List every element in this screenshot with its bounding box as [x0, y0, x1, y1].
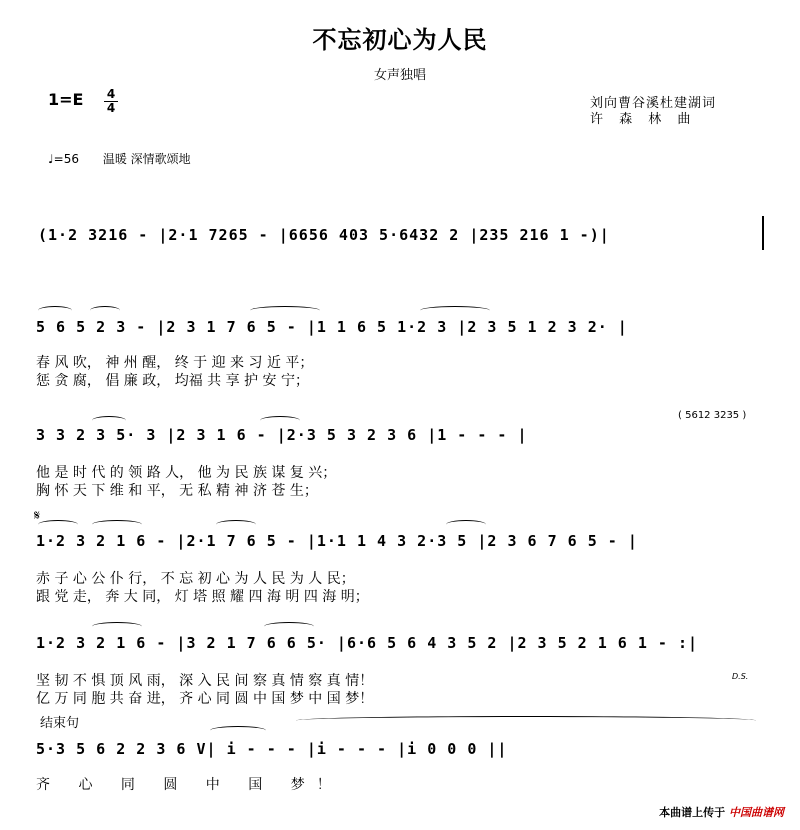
slur	[38, 520, 78, 529]
credits	[590, 96, 716, 128]
slur	[38, 306, 72, 315]
system-2-lyric-2: 惩 贪 腐， 倡 廉 政， 均福 共 享 护 安 宁；	[36, 373, 309, 389]
footer	[659, 804, 784, 820]
ds-mark: D.S.	[732, 672, 749, 681]
tempo-mark: ♩=56	[48, 152, 79, 166]
system-1-end-barline	[762, 216, 764, 250]
slur	[420, 306, 490, 315]
slur	[250, 306, 320, 315]
score-subtitle: 女声独唱	[373, 68, 426, 83]
long-tie	[296, 716, 756, 725]
site-logo[interactable]: 中国曲谱网	[729, 806, 784, 819]
system-6-notes: 5·3 5 6 2 2 3 6 V| i - - - |i - - - |i 0 0 0 ||	[36, 740, 508, 758]
footer-text: 本曲谱上传于	[659, 806, 726, 819]
tempo-marking	[48, 150, 191, 167]
slur	[92, 520, 142, 529]
system-3-lyric-1: 他 是 时 代 的 领 路 人， 他 为 民 族 谋 复 兴；	[36, 465, 337, 481]
system-5-notes: 1·2 3 2 1 6 - |3 2 1 7 6 6 5· |6·6 5 6 4 3 5 2 |2 3 5 2 1 6 1 - :|	[36, 634, 699, 652]
slur	[90, 306, 120, 315]
segno-icon: 𝄋	[34, 508, 41, 524]
system-5-lyric-2: 亿 万 同 胞 共 奋 进， 齐 心 同 圆 中 国 梦 中 国 梦！	[36, 691, 374, 707]
system-4-lyric-2: 跟 党 走， 奔 大 同， 灯 塔 照 耀 四 海 明 四 海 明；	[36, 589, 369, 605]
score-title: 不忘初心为人民	[312, 25, 488, 54]
expression-mark: 温暖 深情歌颂地	[102, 152, 191, 166]
lyricist: 刘向曹谷溪杜建湖词	[590, 96, 717, 111]
intro-parenthetical-text: 5612 3235	[685, 410, 740, 421]
slur	[264, 622, 314, 631]
system-2-notes: 5 6 5 2 3 - |2 3 1 7 6 5 - |1 1 6 5 1·2 3 |2 3 5 1 2 3 2· |	[36, 318, 628, 336]
time-signature	[104, 88, 118, 115]
system-6-lyric-1: 齐 心 同 圆 中 国 梦！	[36, 777, 343, 793]
system-4-lyric-1: 赤 子 心 公 仆 行， 不 忘 初 心 为 人 民 为 人 民；	[36, 571, 355, 587]
time-signature-top: 4	[106, 87, 116, 101]
ending-label: 结束句	[40, 716, 80, 731]
key-signature: 1=E	[48, 90, 84, 109]
slur	[92, 622, 142, 631]
system-5-lyric-1: 坚 韧 不 惧 顶 风 雨， 深 入 民 间 察 真 情 察 真 情！	[36, 673, 374, 689]
system-2-lyric-1: 春 风 吹， 神 州 醒， 终 于 迎 来 习 近 平；	[36, 355, 314, 371]
slur	[216, 520, 256, 529]
system-3-lyric-2: 胸 怀 天 下 维 和 平， 无 私 精 神 济 苍 生；	[36, 483, 318, 499]
slur	[260, 416, 300, 425]
system-4-notes: 1·2 3 2 1 6 - |2·1 7 6 5 - |1·1 1 4 3 2·3 5 |2 3 6 7 6 5 - |	[36, 532, 638, 550]
slur	[446, 520, 486, 529]
slur	[92, 416, 126, 425]
intro-parenthetical: ( 5612 3235 )	[678, 410, 747, 421]
system-3-notes: 3 3 2 3 5· 3 |2 3 1 6 - |2·3 5 3 2 3 6 |1 - - - |	[36, 426, 528, 444]
slur	[210, 726, 266, 735]
system-1-notes: (1·2 3216 - |2·1 7265 - |6656 403 5·6432 2 |235 216 1 -)|	[38, 226, 610, 244]
time-signature-bottom: 4	[106, 101, 116, 115]
composer: 许 森 林 曲	[590, 112, 697, 127]
